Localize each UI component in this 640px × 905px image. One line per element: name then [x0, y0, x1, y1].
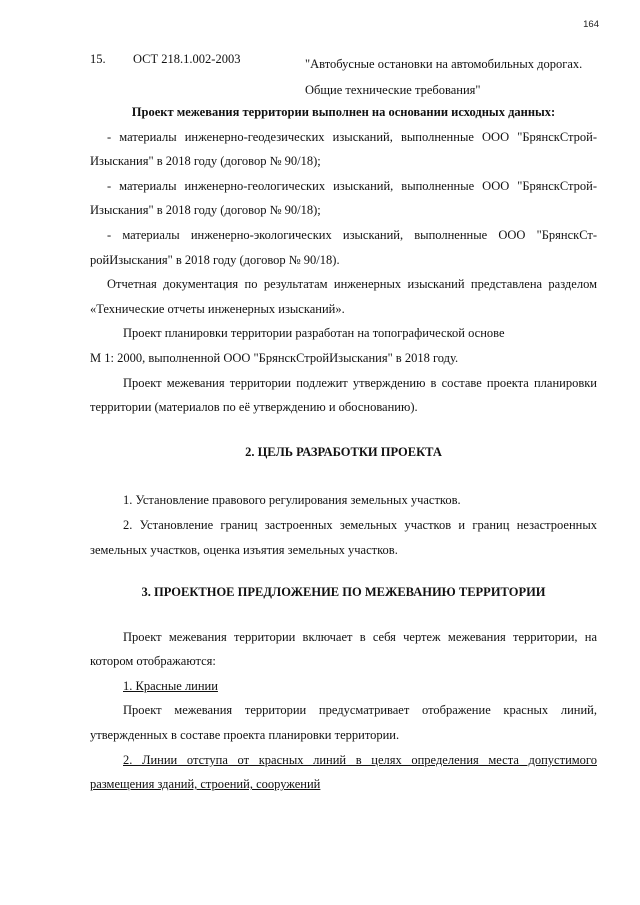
section-3-heading: 3. ПРОЕКТНОЕ ПРЕДЛОЖЕНИЕ ПО МЕЖЕВАНИЮ ТЕРРИТОРИИ: [141, 585, 546, 600]
page-number: 164: [583, 19, 599, 30]
plan-paragraph-line-1: Проект планировки территории разработан на топографической основе: [123, 326, 505, 341]
goal-item: 2. Установление границ застроенных земельных участков и границ незастроенных земельных участков, оценка изъятия земельных участков.: [90, 517, 597, 557]
subsection-1-text: Проект межевания территории предусматривает отображение красных линий, утвержденных в составе проекта планировки территории.: [90, 703, 597, 743]
document-body: [90, 100, 597, 797]
plan-paragraph-line-2: М 1: 2000, выполненной ООО "БрянскСтройИзыскания" в 2018 году.: [90, 350, 459, 365]
subsection-2-title: 2. Линии отступа от красных линий в целях определения места допустимого размещения зданий, строений, сооружений: [90, 752, 597, 792]
reference-code: ОСТ 218.1.002-2003: [133, 52, 241, 66]
reference-title-line-2: Общие технические требования": [305, 82, 481, 97]
section-3-intro: Проект межевания территории включает в себя чертеж межевания территории, на котором отображаются:: [90, 629, 597, 669]
basis-item: - материалы инженерно-геологических изысканий, выполненные ООО "БрянскСтрой-Изыскания" в 2018 году (договор № 90/18);: [90, 178, 597, 218]
basis-item: - материалы инженерно-экологических изысканий, выполненные ООО "БрянскСт-ройИзыскания" в 2018 году (договор № 90/18).: [90, 227, 597, 267]
approval-paragraph: Проект межевания территории подлежит утверждению в составе проекта планировки территории (материалов по её утверждению и обоснованию).: [90, 375, 597, 415]
reference-number: 15.: [90, 52, 106, 66]
reports-paragraph: Отчетная документация по результатам инженерных изысканий представлена разделом «Технические отчеты инженерных изысканий».: [90, 277, 597, 316]
reference-title: [305, 52, 605, 103]
basis-heading: Проект межевания территории выполнен на основании исходных данных:: [131, 105, 556, 119]
reference-entry: [90, 52, 600, 102]
reference-title-line-1: "Автобусные остановки на автомобильных дорогах.: [305, 57, 583, 71]
basis-item: - материалы инженерно-геодезических изысканий, выполненные ООО "БрянскСтрой-Изыскания" в 2018 году (договор № 90/18);: [90, 129, 597, 169]
goal-item: 1. Установление правового регулирования земельных участков.: [123, 493, 461, 508]
subsection-1-title: 1. Красные линии: [123, 678, 218, 693]
section-2-heading: 2. ЦЕЛЬ РАЗРАБОТКИ ПРОЕКТА: [245, 444, 442, 459]
